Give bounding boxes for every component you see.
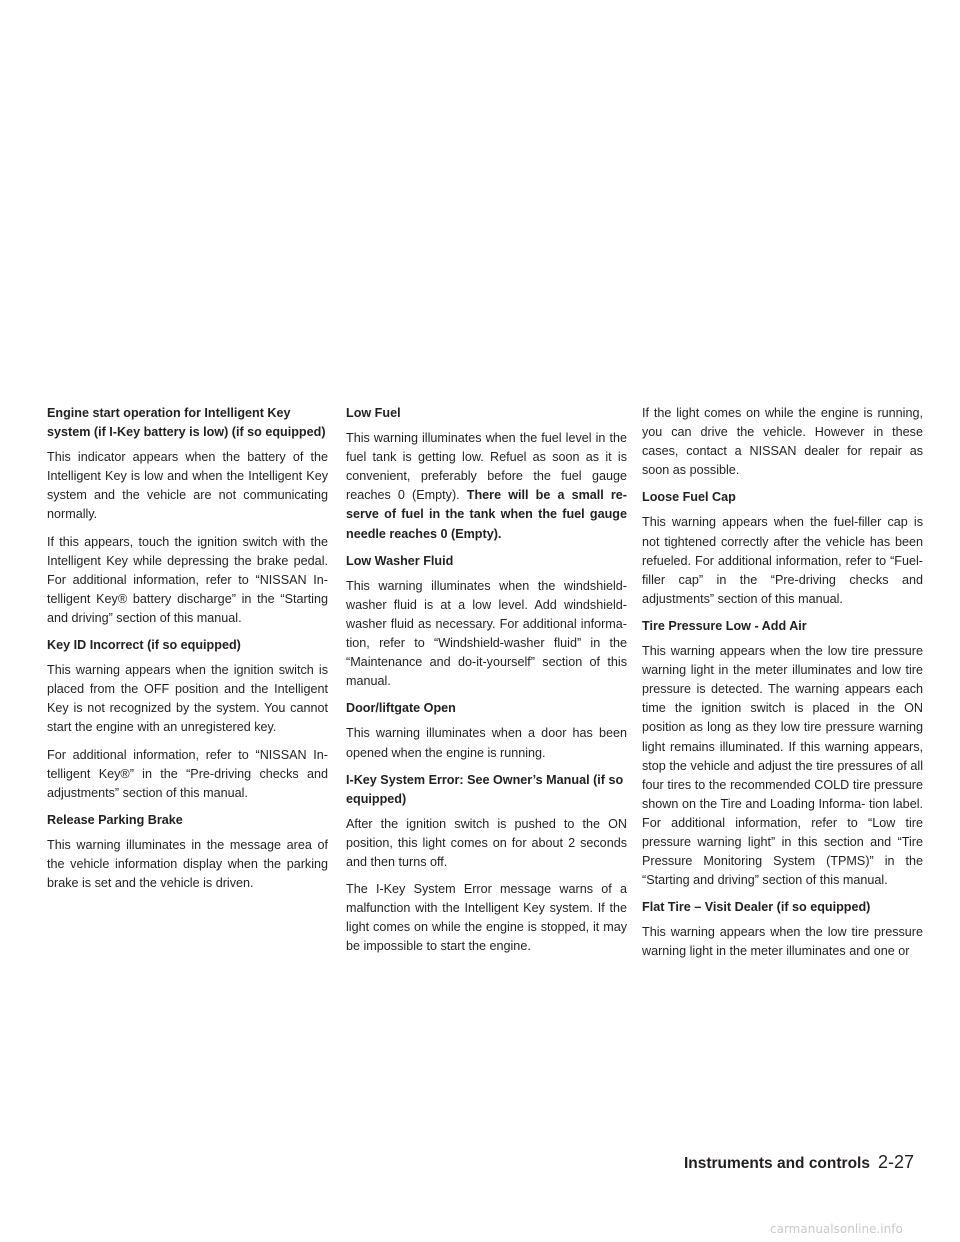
paragraph: This warning appears when the low tire pressure warning light in the meter illuminates and one or <box>642 925 923 959</box>
heading-engine-start-operation: Engine start operation for Intelligent Key system (if I-Key battery is low) (if so equipped) <box>47 406 326 440</box>
heading-flat-tire: Flat Tire – Visit Dealer (if so equipped) <box>642 900 871 915</box>
paragraph: This warning appears when the fuel-filler cap is not tightened correctly after the vehicle has been refueled. For additional information, refer to “Fuel-filler cap” in the “Pre-driving checks and adjustments” section of this manual. <box>642 515 923 606</box>
heading-i-key-system-error: I-Key System Error: See Owner’s Manual (if so equipped) <box>346 772 624 806</box>
paragraph-text: This warning illuminates when the fuel level in the fuel tank is getting low. Refuel as soon as it is convenient, preferably before the fuel gauge reaches 0 (Empty). <box>346 431 627 503</box>
bold-text: There will be a small re- serve of fuel in the tank when the fuel gauge needle reaches 0 (Empty). <box>346 488 628 541</box>
heading-tire-pressure-low: Tire Pressure Low - Add Air <box>642 618 807 633</box>
heading-loose-fuel-cap: Loose Fuel Cap <box>642 490 736 505</box>
column-middle <box>346 404 627 964</box>
paragraph: This warning illuminates in the message area of the vehicle information display when the parking brake is set and the vehicle is driven. <box>47 837 328 891</box>
page-footer <box>684 1152 914 1173</box>
heading-key-id-incorrect: Key ID Incorrect (if so equipped) <box>47 638 241 653</box>
paragraph <box>346 429 627 544</box>
footer-section-title: Instruments and controls <box>683 1155 870 1172</box>
paragraph: This indicator appears when the battery of the Intelligent Key is low and when the Intelligent Key system and the vehicle are not communicating normally. <box>47 450 328 522</box>
paragraph: The I-Key System Error message warns of a malfunction with the Intelligent Key system. If the light comes on while the engine is stopped, it may be impossible to start the engine. <box>346 882 627 954</box>
paragraph: If this appears, touch the ignition switch with the Intelligent Key while depressing the brake pedal. For additional information, refer to “NISSAN In- telligent Key® battery discharge” in the “Starting and driving” section of this manual. <box>47 534 328 625</box>
watermark-text: carmanualsonline.info <box>770 1222 903 1236</box>
paragraph: This warning illuminates when the windshield- washer fluid is at a low level. Add windshield- washer fluid as necessary. For additional informa- tion, refer to “Windshield-washer fluid” in the “Maintenance and do-it-yourself” section of this manual. <box>346 578 627 689</box>
heading-low-washer-fluid: Low Washer Fluid <box>346 553 454 568</box>
heading-release-parking-brake: Release Parking Brake <box>47 812 183 827</box>
paragraph: This warning appears when the ignition switch is placed from the OFF position and the Intelligent Key is not recognized by the system. You cannot start the engine with an unregistered key. <box>47 663 328 735</box>
paragraph: This warning illuminates when a door has been opened when the engine is running. <box>346 726 627 760</box>
column-left <box>47 404 328 901</box>
paragraph: If the light comes on while the engine is running, you can drive the vehicle. However in these cases, contact a NISSAN dealer for repair as soon as possible. <box>642 406 923 478</box>
paragraph: After the ignition switch is pushed to the ON position, this light comes on for about 2 seconds and then turns off. <box>346 816 627 869</box>
column-right <box>642 404 923 970</box>
heading-door-liftgate-open: Door/liftgate Open <box>346 701 456 716</box>
heading-low-fuel: Low Fuel <box>346 406 401 420</box>
page-number: 2-27 <box>877 1152 914 1172</box>
paragraph: This warning appears when the low tire pressure warning light in the meter illuminates and low tire pressure is detected. The warning appears each time the ignition switch is placed in the ON position as long as they low tire pressure warning light remains illuminated. If this warning appears, stop the vehicle and adjust the tire pressures of all four tires to the recommended COLD tire pressure shown on the Tire and Loading Informa- tion label. For additional information, refer to “Low tire pressure warning light” in this section and “Tire Pressure Monitoring System (TPMS)” in the “Starting and driving” section of this manual. <box>642 644 923 888</box>
paragraph: For additional information, refer to “NISSAN In- telligent Key®” in the “Pre-driving checks and adjustments” section of this manual. <box>47 747 328 800</box>
